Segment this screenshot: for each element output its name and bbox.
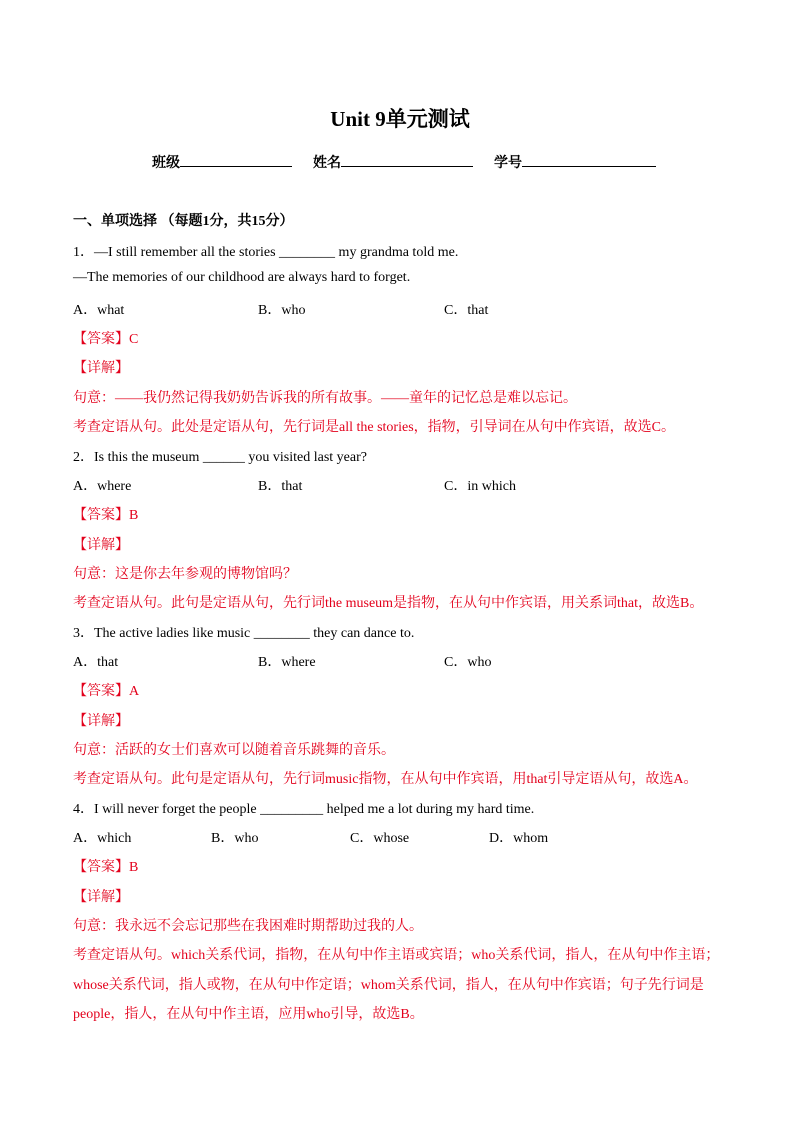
question-4-option-c: C．whose [350, 831, 410, 846]
question-4-meaning: 句意：我永远不会忘记那些在我困难时期帮助过我的人。 [73, 919, 423, 934]
question-4-stem: 4．I will never forget the people _________ helped me a lot during my hard time. [73, 802, 535, 817]
question-3-option-b: B．where [258, 655, 316, 670]
question-1-answer: 【答案】C [73, 332, 139, 347]
page-title: Unit 9单元测试 [330, 107, 470, 131]
question-2-detail-label: 【详解】 [73, 538, 129, 553]
question-3-meaning: 句意：活跃的女士们喜欢可以随着音乐跳舞的音乐。 [73, 743, 395, 758]
number-blank [522, 154, 656, 167]
question-2-option-c: C．in which [444, 479, 516, 494]
question-4-option-a: A．which [73, 831, 132, 846]
question-4-analysis-line-1: 考查定语从句。which关系代词，指物，在从句中作主语或宾语；who关系代词，指人，在从句中作主语； [73, 948, 720, 963]
question-3-answer: 【答案】A [73, 684, 140, 699]
question-2-analysis: 考查定语从句。此句是定语从句，先行词the museum是指物，在从句中作宾语，用关系词that，故选B。 [73, 596, 704, 611]
question-3-detail-label: 【详解】 [73, 714, 129, 729]
question-1-stem-2: —The memories of our childhood are always hard to forget. [73, 270, 411, 285]
question-1-option-c: C．that [444, 303, 489, 318]
question-4-detail-label: 【详解】 [73, 890, 129, 905]
number-label: 学号 [494, 156, 522, 171]
class-blank [180, 154, 292, 167]
question-1-option-b: B．who [258, 303, 306, 318]
question-1-analysis: 考查定语从句。此处是定语从句，先行词是all the stories，指物，引导词在从句中作宾语，故选C。 [73, 420, 675, 435]
question-1-stem: 1．—I still remember all the stories ________ my grandma told me. [73, 245, 459, 260]
question-1-meaning: 句意：——我仍然记得我奶奶告诉我的所有故事。——童年的记忆总是难以忘记。 [73, 391, 577, 406]
question-4-answer: 【答案】B [73, 860, 139, 875]
question-3-option-a: A．that [73, 655, 119, 670]
question-1-detail-label: 【详解】 [73, 361, 129, 376]
name-label: 姓名 [313, 156, 341, 171]
question-4-analysis-line-3: people，指人，在从句中作主语，应用who引导，故选B。 [73, 1007, 424, 1022]
question-1-option-a: A．what [73, 303, 125, 318]
question-2-option-a: A．where [73, 479, 132, 494]
question-2-option-b: B．that [258, 479, 303, 494]
class-label: 班级 [152, 156, 180, 171]
name-blank [341, 154, 473, 167]
question-3-analysis: 考查定语从句。此句是定语从句，先行词music指物，在从句中作宾语，用that引导定语从句，故选A。 [73, 772, 698, 787]
section-heading: 一、单项选择 （每题1分，共15分） [73, 214, 294, 229]
question-2-stem: 2．Is this the museum ______ you visited last year? [73, 450, 367, 465]
question-2-meaning: 句意：这是你去年参观的博物馆吗？ [73, 567, 297, 582]
question-3-option-c: C．who [444, 655, 492, 670]
question-4-analysis-line-2: whose关系代词，指人或物，在从句中作定语；whom关系代词，指人，在从句中作宾语；句子先行词是 [73, 978, 704, 993]
question-4-option-b: B．who [211, 831, 259, 846]
question-2-answer: 【答案】B [73, 508, 139, 523]
student-info-line [152, 152, 656, 172]
question-3-stem: 3．The active ladies like music ________ they can dance to. [73, 626, 415, 641]
question-4-option-d: D．whom [489, 831, 549, 846]
